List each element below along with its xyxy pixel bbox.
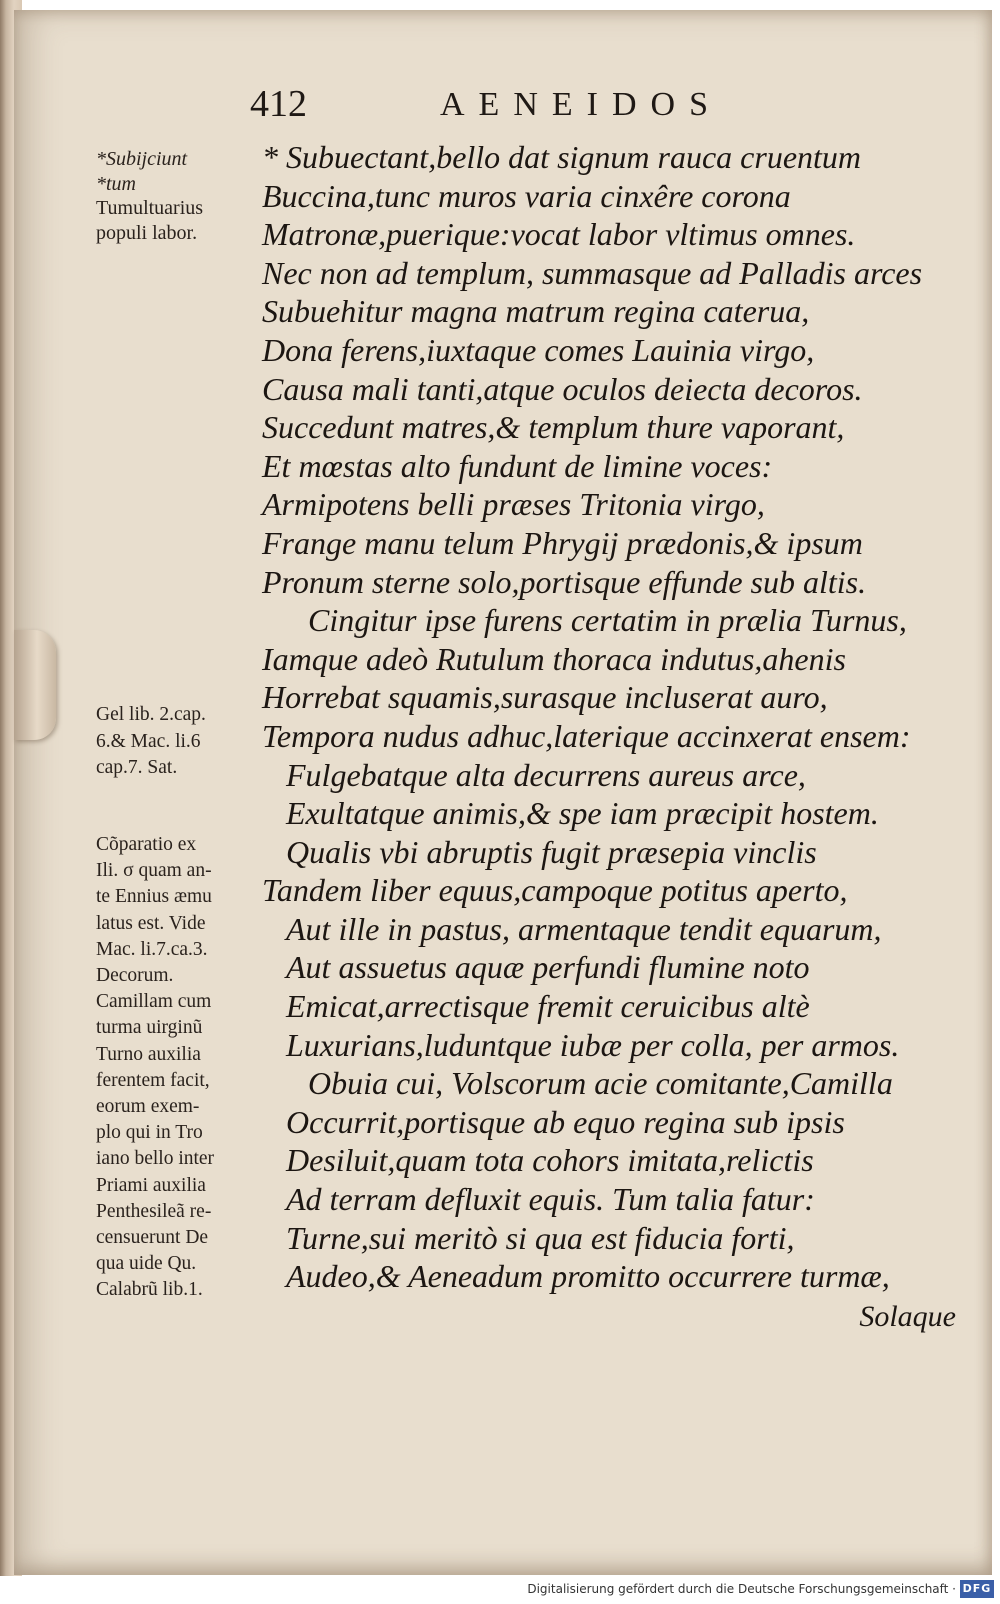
margin-note-line: Turno auxilia (96, 1043, 201, 1065)
margin-note-line: latus est. Vide (96, 912, 206, 934)
verse-text (262, 138, 962, 1296)
margin-note-line: qua uide Qu. (96, 1253, 197, 1275)
verse-line: Tempora nudus adhuc,laterique accinxerat ensem: (262, 717, 911, 754)
verse-line: Occurrit,portisque ab equo regina sub ipsis (286, 1103, 845, 1140)
page-number: 412 (250, 83, 307, 125)
verse-line: Et mœstas alto fundunt de limine voces: (262, 447, 773, 484)
margin-note-line: Penthesileã re- (96, 1200, 212, 1222)
verse-line: Matronæ,puerique:vocat labor vltimus omnes. (262, 216, 856, 253)
verse-line: Luxurians,luduntque iubæ per colla, per armos. (286, 1026, 900, 1063)
margin-note-line: Calabrũ lib.1. (96, 1279, 203, 1301)
funding-credit: Digitalisierung gefördert durch die Deutsche Forschungsgemeinschaft · (527, 1582, 956, 1596)
margin-note-line: *tum (96, 172, 136, 195)
dfg-logo: DFG (960, 1580, 994, 1598)
margin-note-line: populi labor. (96, 221, 198, 244)
margin-note-commentary (96, 832, 271, 1304)
verse-line: Aut ille in pastus, armentaque tendit equarum, (286, 910, 882, 947)
margin-note-gloss (96, 147, 271, 245)
margin-note-line: ferentem facit, (96, 1069, 210, 1091)
margin-note-line: Cõparatio ex (96, 834, 197, 855)
page-clip (14, 630, 56, 740)
margin-note-line: Gel lib. 2.cap. (96, 704, 206, 725)
margin-note-reference (96, 702, 271, 782)
margin-note-line: 6.& Mac. li.6 (96, 730, 201, 752)
verse-line: Causa mali tanti,atque oculos deiecta decoros. (262, 370, 863, 407)
digitization-footer (0, 1576, 1000, 1604)
verse-line: Dona ferens,iuxtaque comes Lauinia virgo, (262, 331, 815, 368)
margin-note-line: turma uirginũ (96, 1017, 203, 1039)
verse-line: Aut assuetus aquæ perfundi flumine noto (286, 949, 810, 986)
verse-line: Obuia cui, Volscorum acie comitante,Camilla (308, 1065, 893, 1102)
margin-note-line: Tumultuarius (96, 197, 204, 219)
margin-note-line: Priami auxilia (96, 1174, 206, 1196)
verse-line: Desiluit,quam tota cohors imitata,relictis (286, 1142, 814, 1179)
margin-note-line: plo qui in Tro (96, 1122, 203, 1144)
verse-line: Tandem liber equus,campoque potitus aperto, (262, 872, 848, 909)
margin-note-line: eorum exem- (96, 1096, 200, 1118)
margin-note-line: iano bello inter (96, 1148, 215, 1170)
verse-line: Turne,sui meritò si qua est fiducia forti, (286, 1219, 795, 1256)
running-title: AENEIDOS (440, 86, 722, 123)
margin-note-line: Mac. li.7.ca.3. (96, 938, 208, 960)
page-header (250, 82, 810, 132)
verse-line: * Subuectant,bello dat signum rauca cruentum (262, 139, 862, 175)
verse-line: Fulgebatque alta decurrens aureus arce, (286, 756, 806, 793)
margin-note-line: censuerunt De (96, 1227, 209, 1249)
verse-line: Nec non ad templum, summasque ad Palladis arces (262, 254, 923, 291)
margin-note-line: Decorum. (96, 965, 174, 987)
verse-line: Iamque adeò Rutulum thoraca indutus,ahenis (262, 640, 846, 677)
verse-line: Subuehitur magna matrum regina caterua, (262, 293, 810, 330)
verse-line: Exultatque animis,& spe iam præcipit hostem. (286, 795, 879, 832)
verse-line: Emicat,arrectisque fremit ceruicibus altè (286, 988, 810, 1025)
catchword: Solaque (859, 1300, 956, 1333)
verse-line: Qualis vbi abruptis fugit præsepia vinclis (286, 833, 817, 870)
margin-note-line: te Ennius æmu (96, 886, 212, 908)
verse-line: Horrebat squamis,surasque incluserat auro, (262, 679, 828, 716)
verse-line: Ad terram defluxit equis. Tum talia fatur: (286, 1181, 815, 1218)
verse-line: Frange manu telum Phrygij prædonis,& ipsum (262, 524, 863, 561)
verse-line: Succedunt matres,& templum thure vaporant, (262, 409, 845, 446)
verse-line: Pronum sterne solo,portisque effunde sub altis. (262, 563, 867, 600)
margin-note-line: Ili. σ quam an- (96, 860, 212, 882)
verse-line: Armipotens belli præses Tritonia virgo, (262, 486, 765, 523)
margin-note-line: cap.7. Sat. (96, 757, 178, 778)
margin-note-line: *Subijciunt (96, 148, 188, 170)
verse-line: Buccina,tunc muros varia cinxêre corona (262, 177, 791, 214)
verse-line: Audeo,& Aeneadum promitto occurrere turmæ, (286, 1258, 890, 1295)
verse-line: Cingitur ipse furens certatim in prælia Turnus, (308, 602, 907, 639)
margin-note-line: Camillam cum (96, 991, 212, 1013)
